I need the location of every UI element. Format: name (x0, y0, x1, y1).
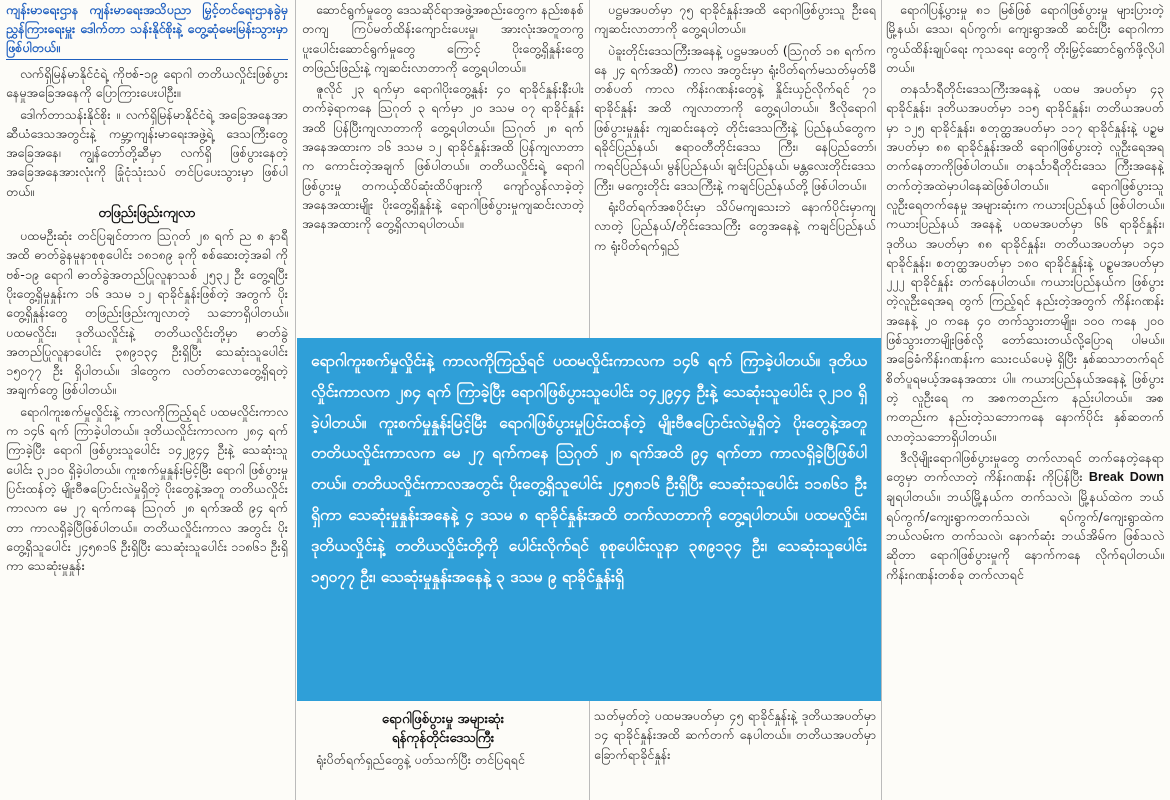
section-heading: တဖြည်းဖြည်းကျလာ (98, 206, 196, 222)
subsection-heading-line2: ရန်ကုန်တိုင်းဒေသကြီး (391, 731, 495, 746)
subsection-heading-line1: ရောဂါဖြစ်ပွားမှု အများဆုံး (381, 712, 505, 727)
body-paragraph: ပထမဦးဆုံး တင်ပြချင်တာက ဩဂုတ် ၂၈ ရက် ည ၈ နာရီအထိ ဓာတ်ခွဲနမူနာစုစုပေါင်း ၁၈၁၈၉ ခုကို စစ်ဆေးတဲ့အခါ ကိုဗစ်-၁၉ ရောဂါ ဓာတ်ခွဲအတည်ပြုလူနာသစ် ၂၅၃၂ ဦး တွေ့ရပြီး ပိုးတွေ့ရှိမှုနှုန်းက ၁၆ ဒသမ ၁၂ ရာခိုင်နှုန်းဖြစ်တဲ့ အတွက် ပိုးတွေ့ရှိနှုန်းတွေ တဖြည်းဖြည်းကျလာတဲ့ သဘောရှိပါတယ်။ ပထမလှိုင်း၊ ဒုတိယလှိုင်းနဲ့ တတိယလှိုင်းတို့မှာ ဓာတ်ခွဲအတည်ပြုလူနာပေါင်း ၃၈၉၁၃၄ ဦးရှိပြီး သေဆုံးသူပေါင်း ၁၅၀၇၇ ဦး ရှိပါတယ်။ ဒါတွေက လတ်တလောတွေ့ရှိရတဲ့ အချက်တွေ ဖြစ်ပါတယ်။ (6, 228, 288, 398)
body-paragraph: ရောဂါကူးစက်မှုလှိုင်းနဲ့ ကာလကိုကြည့်ရင် ပထမလှိုင်းကာလက ၁၄၆ ရက် ကြာခဲ့ပါတယ်။ ဒုတိယလှိုင်းကာလက ၂၈၄ ရက် ကြာခဲ့ပြီး ရောဂါ ဖြစ်ပွားသူပေါင်း ၁၄၂၉၄၄ ဦးနဲ့ သေဆုံးသူပေါင်း ၃၂၁၀ ရှိခဲ့ပါတယ်။ ကူးစက်မှုနှုန်းမြင့်မြီး ရောဂါ ဖြစ်ပွားမှုပြင်းထန်တဲ့ မျိုးဗီဇပြောင်းလဲမှုရှိတဲ့ ပိုးတွေနဲ့အတူ တတိယလှိုင်းကာလက မေ ၂၇ ရက်ကနေ ဩဂုတ် ၂၈ ရက်အထိ ၉၄ ရက်တာ ကာလရှိခဲ့ပြီဖြစ်ပါတယ်။ တတိယလှိုင်းကာလ အတွင်း ပိုးတွေ့ရှိသူပေါင်း ၂၄၅၈၁၆ ဦးရှိပြီး သေဆုံးသူပေါင်း ၁၁၈၆၁ ဦးရှိကာ သေဆုံးမှုနှုန်း (6, 403, 288, 574)
answer-paragraph: ဒေါက်တာသန်းနိုင်စိုး ။ လက်ရှိမြန်မာနိုင်ငံရဲ့ အခြေအနေအာဆီယံဒေသအတွင်းနဲ့ ကမ္ဘာ့ကျန်းမာရေးအဖွဲ့ရဲ့ ဒေသကြီးတွေအခြေအနေ၊ ကျွန်တော်တို့ဆီမှာ လက်ရှိ ဖြစ်ပွားနေတဲ့ အခြေအနေအားလုံးကို ခြုံငုံသုံးသပ် တင်ပြပေးသွားမှာ ဖြစ်ပါတယ်။ (6, 106, 288, 199)
body-paragraph: တနင်္သာရီတိုင်းဒေသကြီးအနေနဲ့ ပထမ အပတ်မှာ ၄၃ ရာခိုင်နှုန်း၊ ဒုတိယအပတ်မှာ ၁၁၅ ရာခိုင်နှုန်း၊ တတိယအပတ်မှာ ၁၂၅ ရာခိုင်နှုန်း၊ စတုတ္ထအပတ်မှာ ၁၁၇ ရာခိုင်နှုန်းနဲ့ ပဉ္စမအပတ်မှာ ၈၈ ရာခိုင်နှုန်းအထိ ရောဂါဖြစ်ပွားတဲ့ လူဦးရေအရ တက်နေတာကိုဖြစ်ပါတယ်။ တနင်္သာရီတိုင်းဒေသ ကြီးအနေနဲ့ တက်တဲ့အထဲမှာပါနေဆဲဖြစ်ပါတယ်။ ရောဂါဖြစ်ပွားသူ လူဦးရေတက်နေမှု အများဆုံးက ကယားပြည်နယ် ဖြစ်ပါတယ်။ ကယားပြည်နယ် အနေနဲ့ ပထမအပတ်မှာ ၆၆ ရာခိုင်နှုန်း၊ ဒုတိယ အပတ်မှာ ၈၈ ရာခိုင်နှုန်း၊ တတိယအပတ်မှာ ၁၄၁ ရာခိုင်နှုန်း၊ စတုတ္ထအပတ်မှာ ၁၈၀ ရာခိုင်နှုန်းနဲ့ ပဉ္စမအပတ်မှာ ၂၂၂ ရာခိုင်နှုန်း တက်နေပါတယ်။ ကယားပြည်နယ်က ဖြစ်ပွားတဲ့လူဦးရေအရ တွက် ကြည့်ရင် နည်းတဲ့အတွက် ကိန်းဂဏန်းအနေနဲ့ ၂၀ ကနေ ၄၀ တက်သွားတာမျိုး၊ ၁၀၀ ကနေ ၂၀၀ ဖြစ်သွားတာမျိုးဖြစ်လို့ တော်သေးတယ်လို့ပြောရ ပါမယ်။ အခြေခံကိန်းဂဏန်းက သေးငယ်ပေမဲ့ ရှိပြီး နှစ်ဆသာတက်ရင် စိတ်ပူရမယ့်အနေအထား ပါ။ ကယားပြည်နယ်အနေနဲ့ ဖြစ်ပွားတဲ့ လူဦးရေ က အစကတည်းက နည်းပါတယ်။ အစကတည်းက နည်းတဲ့သဘောကနေ နောက်ပိုင်း နှစ်ဆတက် လာတဲ့သဘောရှိပါတယ်။ (886, 81, 1164, 444)
column-divider (881, 0, 882, 800)
body-paragraph: ပဋ္ဌမအပတ်မှာ ၇၅ ရာခိုင်နှုန်းအထိ ရောဂါဖြစ်ပွားသူ ဦးရေ ကျဆင်းလာတာကို တွေ့ရပါတယ်။ (594, 2, 876, 37)
body-paragraph: ဆောင်ရွက်မှုတွေ ဒေသဆိုင်ရာအဖွဲ့အစည်းတွေက နည်းစနစ်တကျ ကြပ်မတ်ထိန်းကျောင်းပေးမှု၊ အားလုံးအတူတကွ ပူးပေါင်းဆောင်ရွက်မှုတွေ ကြောင့် ပိုးတွေ့ရှိနှုန်းတွေ တဖြည်းဖြည်းနဲ့ ကျဆင်းလာတာကို တွေ့ရပါတယ်။ (302, 2, 584, 75)
body-paragraph: ရုံးပိတ်ရက်အစပိုင်းမှာ သိပ်မကျသေးဘဲ နောက်ပိုင်းမှာကျလာတဲ့ ပြည်နယ်/တိုင်းဒေသကြီး တွေအနေနဲ့ ကချင်ပြည်နယ်က ရုံးပိတ်ရက်ရှည် (594, 198, 876, 253)
body-paragraph: ရုံးပိတ်ရက်ရှည်တွေနဲ့ ပတ်သက်ပြီး တင်ပြရရင် (316, 752, 525, 767)
intro-rule (6, 59, 288, 60)
column-divider (295, 0, 296, 800)
pull-quote-box: ရောဂါကူးစက်မှုလှိုင်းနဲ့ ကာလကိုကြည့်ရင် ပထမလှိုင်းကာလက ၁၄၆ ရက် ကြာခဲ့ပါတယ်။ ဒုတိယလှိုင်းကာလက ၂၈၄ ရက် ကြာခဲ့ပြီး ရောဂါဖြစ်ပွားသူပေါင်း ၁၄၂၉၄၄ ဦးနဲ့ သေဆုံးသူပေါင်း ၃၂၁၀ ရှိခဲ့ပါတယ်။ ကူးစက်မှုနှုန်းမြင့်မြီး ရောဂါဖြစ်ပွားမှုပြင်းထန်တဲ့ မျိုးဗီဇပြောင်းလဲမှုရှိတဲ့ ပိုးတွေနဲ့အတူ တတိယလှိုင်းကာလက မေ ၂၇ ရက်ကနေ ဩဂုတ် ၂၈ ရက်အထိ ၉၄ ရက်တာ ကာလရှိခဲ့ပြီဖြစ်ပါတယ်။ တတိယလှိုင်းကာလအတွင်း ပိုးတွေ့ရှိသူပေါင်း ၂၄၅၈၁၆ ဦးရှိပြီး သေဆုံးသူပေါင်း ၁၁၈၆၁ ဦးရှိကာ သေဆုံးမှုနှုန်းအနေနဲ့ ၄ ဒသမ ၈ ရာခိုင်နှုန်းအထိ တက်လာတာကို တွေ့ရပါတယ်။ ပထမလှိုင်း၊ ဒုတိယလှိုင်းနဲ့ တတိယလှိုင်းတို့ကို ပေါင်းလိုက်ရင် စုစုပေါင်းလူနာ ၃၈၉၁၃၄ ဦး၊ သေဆုံးသူပေါင်း ၁၅၀၇၇ ဦး၊ သေဆုံးမှုနှုန်းအနေနဲ့ ၃ ဒသမ ၉ ရာခိုင်နှုန်းရှိ (297, 338, 881, 701)
english-term: Break Down (1088, 470, 1164, 485)
question-paragraph: လက်ရှိမြန်မာနိုင်ငံရဲ့ ကိုဗစ်-၁၉ ရောဂါ တတိယလှိုင်းဖြစ်ပွားနေမှုအခြေအနေကို ပြောကြားပေးပါဦး။ (6, 66, 288, 101)
body-paragraph: ဇူလိုင် ၂၃ ရက်မှာ ရောဂါပိုးတွေ့နှုန်း ၄၀ ရာခိုင်နှုန်းနီးပါး တက်ခဲ့ရာကနေ ဩဂုတ် ၃ ရက်မှာ ၂၀ ဒသမ ၀၇ ရာခိုင်နှုန်းအထိ ပြန်ပြီးကျလာတာကို တွေ့ရပါတယ်။ ဩဂုတ် ၂၈ ရက် အနေအထားက ၁၆ ဒသမ ၁၂ ရာခိုင်နှုန်းအထိ ပြန်ကျလာတာက ကောင်းတဲ့အချက် ဖြစ်ပါတယ်။ တတိယလှိုင်းရဲ့ ရောဂါဖြစ်ပွားမှု တကယ့်ထိပ်ဆုံးထိပ်ဖျားကို ကျော်လွန်လာခဲ့တဲ့ အနေအထားမျိုး ပိုးတွေ့ရှိနှုန်းနဲ့ ရောဂါဖြစ်ပွားမှုကျဆင်းလာတဲ့ အနေအထားကို တွေ့ရှိလာရပါတယ်။ (302, 81, 584, 232)
text-run: ချရပါတယ်။ ဘယ်မြို့နယ်က တက်သလဲ၊ မြို့နယ်ထဲက ဘယ်ရပ်ကွက်/ကျေးရွာကတက်သလဲ၊ ရပ်ကွက်/ကျေးရွာထဲက ဘယ်လမ်းက တက်သလဲ၊ နောက်ဆုံး ဘယ်အိမ်က ဖြစ်သလဲဆိုတာ ရောဂါဖြစ်ပွားမှုကို နောက်ကနေ လိုက်ရပါတယ်။ ကိန်းဂဏန်းတစ်ခု တက်လာရင် (886, 489, 1164, 582)
body-paragraph: ပဲခူးတိုင်းဒေသကြီးအနေနဲ့ ပဋ္ဌမအပတ် (ဩဂုတ် ၁၈ ရက်ကနေ ၂၄ ရက်အထိ) ကာလ အတွင်းမှာ ရုံးပိတ်ရက်မသတ်မှတ်မီ တစ်ပတ် ကာလ ကိန်းဂဏန်းတွေနဲ့ နှိုင်းယှဉ်လိုက်ရင် ၇၁ ရာခိုင်နှုန်း အထိ ကျလာတာကို တွေ့ရပါတယ်။ ဒီလိုရောဂါ ဖြစ်ပွားမှုနှုန်း ကျဆင်းနေတဲ့ တိုင်းဒေသကြီးနဲ့ ပြည်နယ်တွေက ရခိုင်ပြည်နယ်၊ ဧရာဝတီတိုင်းဒေသ ကြီး၊ နေပြည်တော်၊ ကရင်ပြည်နယ်၊ မွန်ပြည်နယ်၊ ချင်းပြည်နယ်၊ မန္တလေးတိုင်းဒေသကြီး၊ မကွေးတိုင်း ဒေသကြီးနဲ့ ကချင်ပြည်နယ်တို့ ဖြစ်ပါတယ်။ (594, 42, 876, 193)
subsection-column-2 (302, 706, 584, 769)
subsection-column-3 (594, 706, 876, 764)
text-run: ဒီလိုမျိုးရောဂါဖြစ်ပွားမှုတွေ တက်လာရင် တက်နေတဲ့နေရာတွေမှာ တက်လာတဲ့ ကိန်းဂဏန်း ကိုပြန်ပြီး (886, 449, 1164, 485)
subsection-heading (302, 710, 584, 748)
article-column-1 (6, 0, 288, 800)
article-column-4 (886, 0, 1164, 800)
body-paragraph (886, 448, 1164, 584)
body-paragraph: ရောဂါပြန့်ပွားမှု ၈၁ မြစ်ဖြစ် ရောဂါဖြစ်ပွားမှု များပြားတဲ့ မြို့နယ်၊ ဒေသ၊ ရပ်ကွက်၊ ကျေးရွာအထိ ဆင်းပြီး ရောဂါကာကွယ်ထိန်းချုပ်ရေး ကုသရေး တွေကို တိုးမြှင့်ဆောင်ရွက်ဖို့လိုပါတယ်။ (886, 2, 1164, 75)
body-paragraph: သတ်မှတ်တဲ့ ပထမအပတ်မှာ ၄၅ ရာခိုင်နှုန်းနဲ့ ဒုတိယအပတ်မှာ ၁၄ ရာခိုင်နှုန်းအထိ ဆက်တက် နေပါတယ်။ တတိယအပတ်မှာ ခြောက်ရာခိုင်နှုန်း (594, 708, 876, 762)
interview-intro: ကျန်းမာရေးဌာန ကျန်းမာရေးအသိပညာ မြှင့်တင်ရေးဌာနခွဲမှ ညွှန်ကြားရေးမှူး ဒေါက်တာ သန်းနိုင်စိုးနဲ့ တွေ့ဆုံမေးမြန်းသွားမှာ ဖြစ်ပါတယ်။ (6, 2, 288, 55)
